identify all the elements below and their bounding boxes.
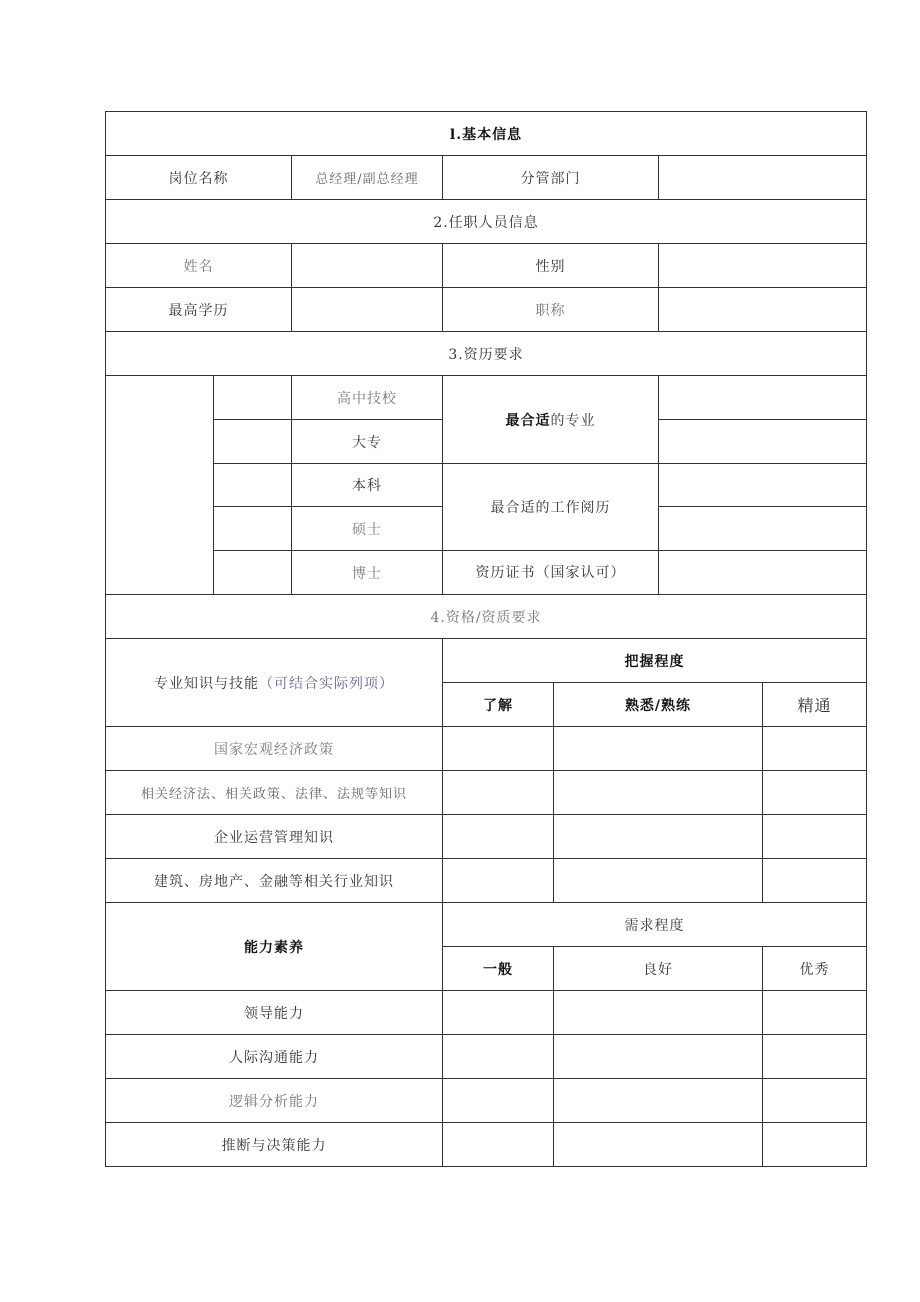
section-qualification-requirements: 4.资格/资质要求 — [106, 595, 867, 639]
rating-cell[interactable] — [554, 771, 763, 815]
best-major-rest: 的专业 — [550, 412, 596, 429]
knowledge-header — [106, 639, 443, 727]
ability-item: 推断与决策能力 — [106, 1123, 443, 1167]
section-basic-info: l.基本信息 — [106, 112, 867, 156]
ability-header: 能力素养 — [106, 903, 443, 991]
rating-cell[interactable] — [554, 1035, 763, 1079]
rating-cell[interactable] — [763, 771, 867, 815]
edu-level: 高中技校 — [292, 376, 443, 420]
col-excellent: 优秀 — [763, 947, 867, 991]
post-name-label: 岗位名称 — [106, 156, 292, 200]
rating-cell[interactable] — [763, 815, 867, 859]
dept-label: 分管部门 — [443, 156, 659, 200]
knowledge-item: 建筑、房地产、金融等相关行业知识 — [106, 859, 443, 903]
rating-cell[interactable] — [443, 1079, 554, 1123]
rating-cell[interactable] — [554, 1079, 763, 1123]
rating-cell[interactable] — [554, 727, 763, 771]
col-good: 良好 — [554, 947, 763, 991]
title-label: 职称 — [443, 288, 659, 332]
best-major-bold: 最合适 — [505, 412, 551, 429]
col-familiar: 熟悉/熟练 — [554, 683, 763, 727]
knowledge-item: 相关经济法、相关政策、法律、法规等知识 — [106, 771, 443, 815]
rating-cell[interactable] — [763, 1123, 867, 1167]
certificate-label: 资历证书（国家认可） — [443, 551, 659, 595]
rating-cell[interactable] — [443, 859, 554, 903]
position-form — [105, 111, 867, 1167]
edu-level: 博士 — [292, 551, 443, 595]
mastery-degree-title: 把握程度 — [443, 639, 867, 683]
edu-check-cell[interactable] — [214, 507, 292, 551]
edu-check-cell[interactable] — [214, 464, 292, 507]
demand-degree-title: 需求程度 — [443, 903, 867, 947]
edu-level: 大专 — [292, 420, 443, 464]
dept-value[interactable] — [659, 156, 867, 200]
edu-level: 硕士 — [292, 507, 443, 551]
certificate-value[interactable] — [659, 551, 867, 595]
best-major-value[interactable] — [659, 376, 867, 420]
edu-check-cell[interactable] — [214, 420, 292, 464]
best-major-label — [443, 376, 659, 464]
rating-cell[interactable] — [554, 859, 763, 903]
rating-cell[interactable] — [443, 771, 554, 815]
knowledge-header-note: （可结合实际列项） — [259, 675, 394, 692]
name-value[interactable] — [292, 244, 443, 288]
rating-cell[interactable] — [443, 815, 554, 859]
rating-cell[interactable] — [443, 1123, 554, 1167]
section-staff-info: 2.任职人员信息 — [106, 200, 867, 244]
edu-check-cell[interactable] — [214, 551, 292, 595]
ability-item: 人际沟通能力 — [106, 1035, 443, 1079]
knowledge-header-text: 专业知识与技能 — [154, 675, 259, 692]
rating-cell[interactable] — [763, 991, 867, 1035]
edu-check-cell[interactable] — [214, 376, 292, 420]
knowledge-item: 国家宏观经济政策 — [106, 727, 443, 771]
rating-cell[interactable] — [443, 991, 554, 1035]
best-experience-value[interactable] — [659, 507, 867, 551]
knowledge-item: 企业运营管理知识 — [106, 815, 443, 859]
education-label: 最高学历 — [106, 288, 292, 332]
rating-cell[interactable] — [763, 727, 867, 771]
title-value[interactable] — [659, 288, 867, 332]
col-understand: 了解 — [443, 683, 554, 727]
col-proficient: 精通 — [763, 683, 867, 727]
rating-cell[interactable] — [443, 1035, 554, 1079]
edu-level: 本科 — [292, 464, 443, 507]
rating-cell[interactable] — [554, 815, 763, 859]
rating-cell[interactable] — [763, 1035, 867, 1079]
ability-item: 领导能力 — [106, 991, 443, 1035]
gender-value[interactable] — [659, 244, 867, 288]
post-name-value: 总经理/副总经理 — [292, 156, 443, 200]
col-general: 一般 — [443, 947, 554, 991]
best-experience-label: 最合适的工作阅历 — [443, 464, 659, 551]
best-major-value[interactable] — [659, 420, 867, 464]
edu-blank — [106, 376, 214, 595]
education-value[interactable] — [292, 288, 443, 332]
rating-cell[interactable] — [763, 859, 867, 903]
ability-item: 逻辑分析能力 — [106, 1079, 443, 1123]
gender-label: 性别 — [443, 244, 659, 288]
rating-cell[interactable] — [443, 727, 554, 771]
name-label: 姓名 — [106, 244, 292, 288]
best-experience-value[interactable] — [659, 464, 867, 507]
rating-cell[interactable] — [763, 1079, 867, 1123]
rating-cell[interactable] — [554, 1123, 763, 1167]
section-qualification: 3.资历要求 — [106, 332, 867, 376]
rating-cell[interactable] — [554, 991, 763, 1035]
